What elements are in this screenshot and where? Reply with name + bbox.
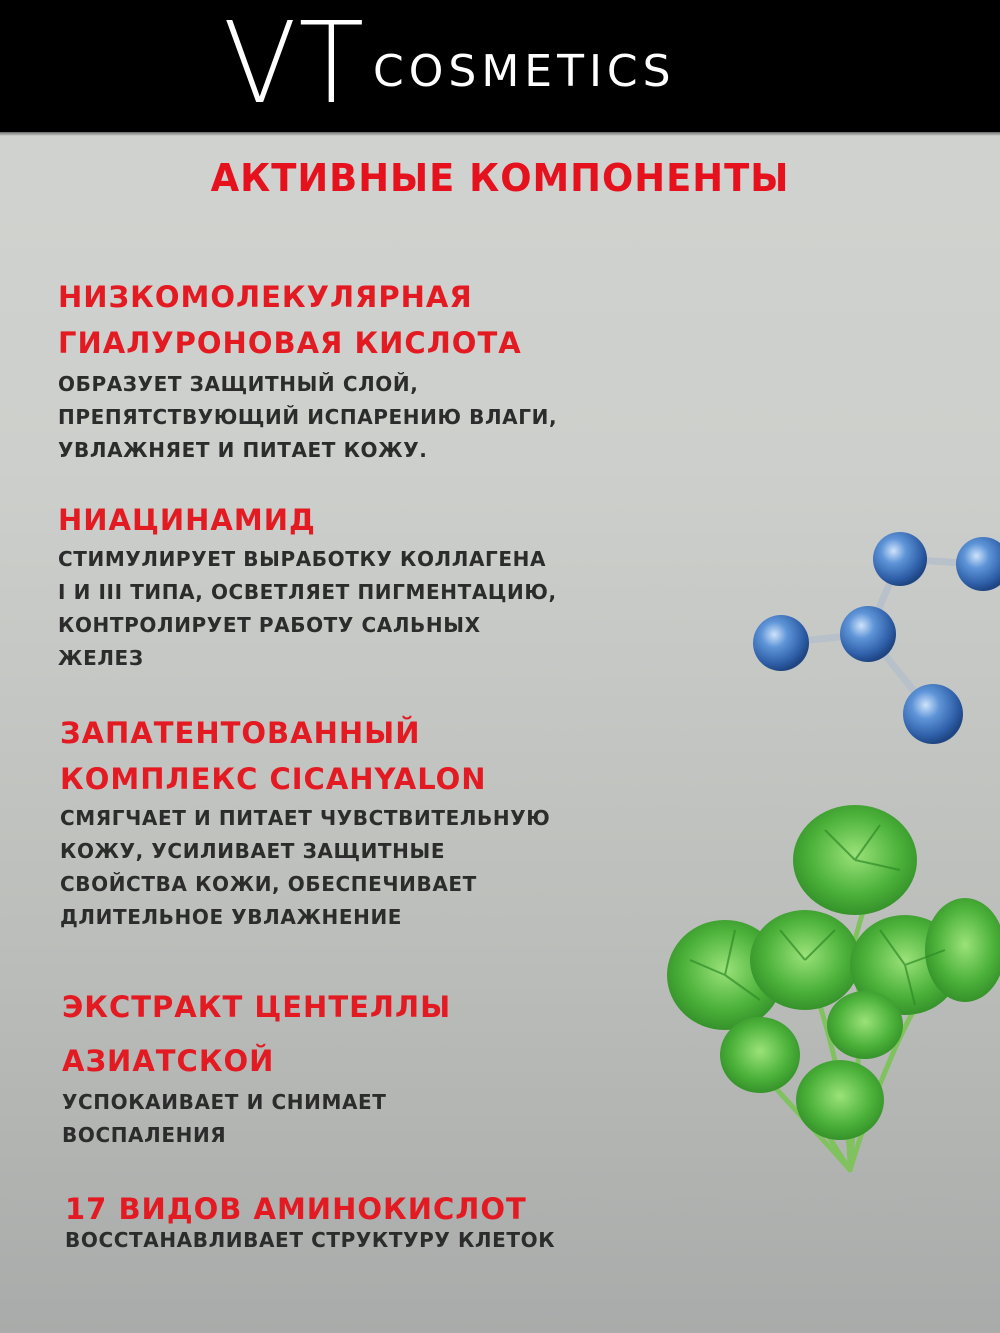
description-line: I И III ТИПА, ОСВЕТЛЯЕТ ПИГМЕНТАЦИЮ, xyxy=(58,580,557,604)
molecule-atom xyxy=(956,537,1000,591)
description-line: УВЛАЖНЯЕТ И ПИТАЕТ КОЖУ. xyxy=(58,438,428,462)
heading-line: 17 ВИДОВ АМИНОКИСЛОТ xyxy=(65,1192,527,1226)
component-centella xyxy=(62,980,451,1152)
component-cicahyalon xyxy=(60,710,550,934)
component-description xyxy=(62,1086,451,1152)
brand-header xyxy=(0,0,1000,132)
molecule-atom xyxy=(873,532,927,586)
description-line: ЖЕЛЕЗ xyxy=(58,646,144,670)
brand-logo xyxy=(220,0,676,129)
description-line: СТИМУЛИРУЕТ ВЫРАБОТКУ КОЛЛАГЕНА xyxy=(58,547,547,571)
brand-logo-cosmetics: COSMETICS xyxy=(373,46,676,97)
component-amino-acids xyxy=(65,1186,555,1257)
heading-line: ЗАПАТЕНТОВАННЫЙ xyxy=(60,716,421,750)
component-heading xyxy=(60,710,550,802)
description-line: ПРЕПЯТСТВУЮЩИЙ ИСПАРЕНИЮ ВЛАГИ, xyxy=(58,405,558,429)
component-niacinamide xyxy=(58,497,557,675)
description-line: СВОЙСТВА КОЖИ, ОБЕСПЕЧИВАЕТ xyxy=(60,872,477,896)
description-line: УСПОКАИВАЕТ И СНИМАЕТ xyxy=(62,1090,387,1114)
centella-plant-illustration xyxy=(665,800,1000,1190)
component-heading xyxy=(62,980,451,1088)
heading-line: ЭКСТРАКТ ЦЕНТЕЛЛЫ xyxy=(62,990,452,1024)
molecule-atom xyxy=(903,684,963,744)
heading-line: НИЗКОМОЛЕКУЛЯРНАЯ xyxy=(58,280,473,314)
component-hyaluronic-acid xyxy=(58,274,557,467)
leaf xyxy=(796,1060,884,1140)
heading-line: ГИАЛУРОНОВАЯ КИСЛОТА xyxy=(58,326,522,360)
description-line: ВОСПАЛЕНИЯ xyxy=(62,1123,227,1147)
heading-line: НИАЦИНАМИД xyxy=(58,503,316,537)
molecule-illustration xyxy=(745,522,1000,752)
component-description xyxy=(65,1224,555,1257)
component-heading xyxy=(58,274,557,366)
description-line: ОБРАЗУЕТ ЗАЩИТНЫЙ СЛОЙ, xyxy=(58,372,419,396)
description-line: ВОССТАНАВЛИВАЕТ СТРУКТУРУ КЛЕТОК xyxy=(65,1228,556,1252)
molecule-atom xyxy=(840,606,896,662)
brand-logo-vt: VT xyxy=(222,0,367,129)
description-line: СМЯГЧАЕТ И ПИТАЕТ ЧУВСТВИТЕЛЬНУЮ xyxy=(60,806,551,830)
leaf xyxy=(827,991,903,1059)
molecule-atom xyxy=(753,615,809,671)
description-line: ДЛИТЕЛЬНОЕ УВЛАЖНЕНИЕ xyxy=(60,905,403,929)
leaf xyxy=(720,1017,800,1093)
component-description xyxy=(60,802,550,934)
heading-line: КОМПЛЕКС CICAHYALON xyxy=(60,762,487,796)
component-description xyxy=(58,543,557,675)
page-title: АКТИВНЫЕ КОМПОНЕНТЫ xyxy=(210,156,790,200)
heading-line: АЗИАТСКОЙ xyxy=(62,1044,275,1078)
component-heading xyxy=(58,497,557,543)
description-line: КОЖУ, УСИЛИВАЕТ ЗАЩИТНЫЕ xyxy=(60,839,446,863)
component-description xyxy=(58,368,557,467)
description-line: КОНТРОЛИРУЕТ РАБОТУ САЛЬНЫХ xyxy=(58,613,481,637)
